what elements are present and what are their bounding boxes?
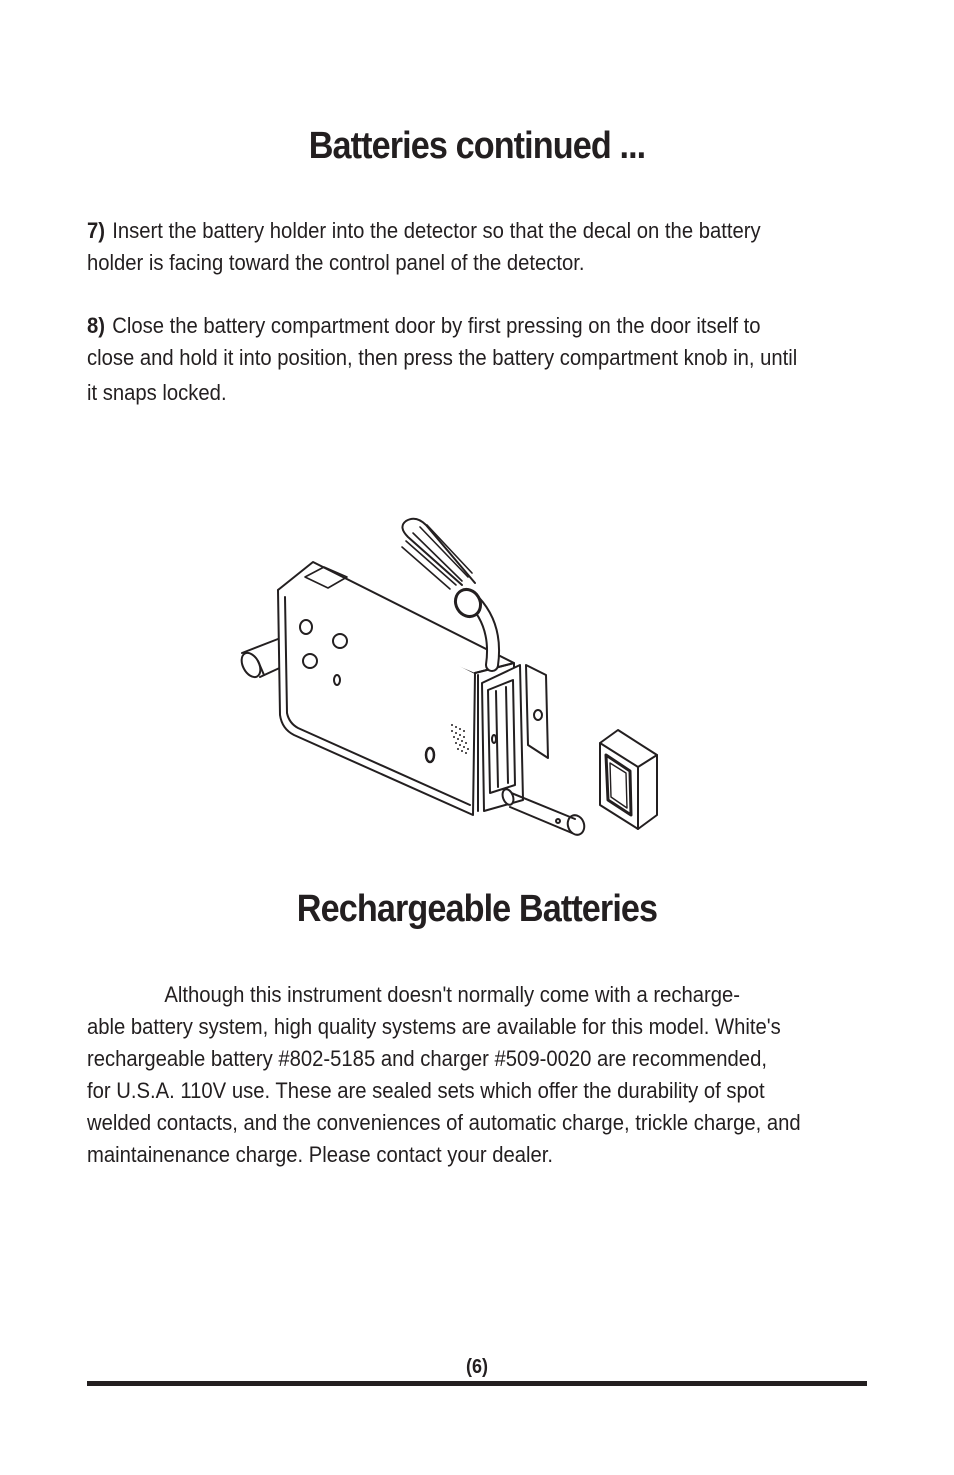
paragraph-line-1: Although this instrument doesn't normally come with a recharge-: [164, 982, 741, 1007]
battery-compartment: [482, 665, 548, 811]
battery-holder: [600, 730, 657, 829]
page-title: Batteries continued ...: [308, 125, 646, 167]
paragraph-line-4: for U.S.A. 110V use. These are sealed sets which offer the durability of spot: [87, 1078, 765, 1103]
footer-rule: [87, 1381, 867, 1386]
step-8: [87, 310, 798, 409]
step-8-line-2: close and hold it into position, then press the battery compartment knob in, until: [87, 345, 798, 370]
detector-battery-illustration: [230, 515, 670, 840]
paragraph-line-5: welded contacts, and the conveniences of automatic charge, trickle charge, and: [87, 1110, 801, 1135]
step-8-line-3: it snaps locked.: [87, 380, 227, 405]
front-shaft: [501, 788, 587, 837]
paragraph-line-3: rechargeable battery #802-5185 and charger #509-0020 are recommended,: [87, 1046, 767, 1071]
step-7-line-2: holder is facing toward the control panel of the detector.: [87, 250, 585, 275]
paragraph-line-6: maintainenance charge. Please contact your dealer.: [87, 1142, 554, 1167]
step-7-number: 7): [87, 218, 106, 243]
page-number: (6): [465, 1356, 488, 1378]
step-8-number: 8): [87, 313, 106, 338]
step-7: [87, 215, 798, 279]
paragraph-line-2: able battery system, high quality systems are available for this model. White's: [87, 1014, 781, 1039]
rechargeable-paragraph: [87, 979, 801, 1171]
section-title: Rechargeable Batteries: [296, 888, 658, 930]
step-8-line-1: 8) Close the battery compartment door by first pressing on the door itself to: [87, 313, 761, 338]
step-7-line-1: 7) Insert the battery holder into the detector so that the decal on the battery: [87, 218, 761, 243]
